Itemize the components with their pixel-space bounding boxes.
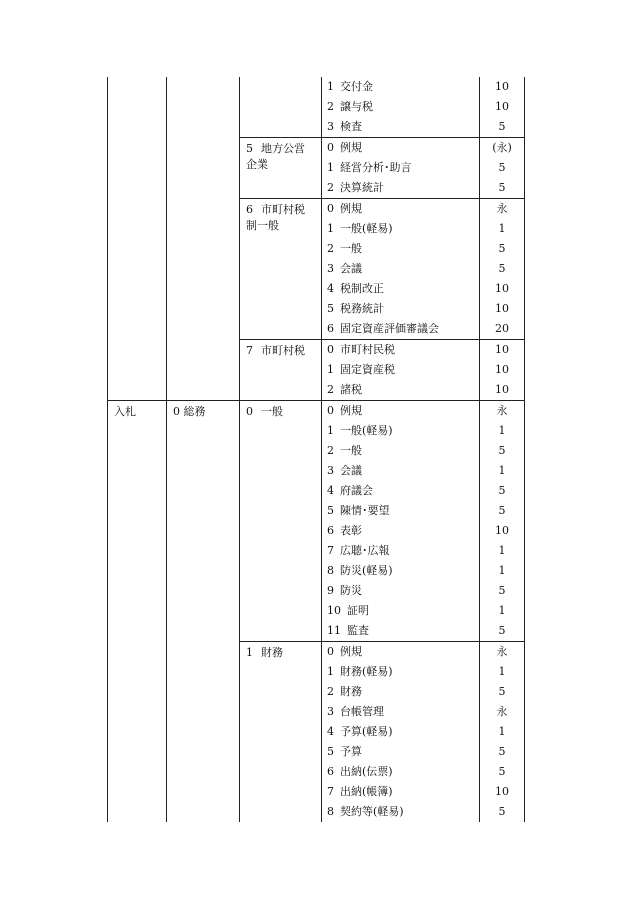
retention-period-cell: 10 xyxy=(480,340,525,361)
category-level4-label: 出納(伝票) xyxy=(340,765,393,778)
category-level4-label: 決算統計 xyxy=(340,181,384,194)
retention-period-cell: 5 xyxy=(480,441,525,461)
category-level2-cell xyxy=(167,642,240,823)
category-level1-cell xyxy=(108,138,167,199)
category-level4-number: 2 xyxy=(327,383,334,396)
category-level4-label: 予算 xyxy=(340,745,362,758)
category-level4-number: 6 xyxy=(327,524,334,537)
category-level4-cell xyxy=(322,441,480,461)
category-level4-cell xyxy=(322,97,480,117)
retention-period-cell: 5 xyxy=(480,117,525,138)
category-level4-cell xyxy=(322,802,480,822)
category-level4-cell xyxy=(322,742,480,762)
category-level4-cell xyxy=(322,682,480,702)
category-level4-cell xyxy=(322,481,480,501)
category-level4-cell xyxy=(322,581,480,601)
retention-period-cell: 永 xyxy=(480,702,525,722)
category-level4-number: 1 xyxy=(327,424,334,437)
category-level4-cell xyxy=(322,501,480,521)
category-level4-number: 4 xyxy=(327,282,334,295)
category-level4-label: 防災(軽易) xyxy=(340,564,393,577)
category-level4-number: 5 xyxy=(327,504,334,517)
retention-period-cell: 5 xyxy=(480,501,525,521)
category-level4-label: 予算(軽易) xyxy=(340,725,393,738)
category-level4-number: 0 xyxy=(327,202,334,215)
category-level4-cell xyxy=(322,199,480,220)
retention-period-cell: 5 xyxy=(480,802,525,822)
category-level4-number: 10 xyxy=(327,604,341,617)
category-level4-cell xyxy=(322,299,480,319)
category-level4-label: 固定資産税 xyxy=(340,363,395,376)
retention-period-cell: 永 xyxy=(480,199,525,220)
category-level4-label: 税制改正 xyxy=(340,282,384,295)
category-level4-label: 市町村民税 xyxy=(340,343,395,356)
retention-period-cell: 10 xyxy=(480,299,525,319)
table-row xyxy=(108,642,525,663)
category-level4-number: 2 xyxy=(327,685,334,698)
category-level4-cell xyxy=(322,279,480,299)
retention-period-cell: 1 xyxy=(480,219,525,239)
retention-period-cell: 1 xyxy=(480,722,525,742)
category-level4-cell xyxy=(322,561,480,581)
category-level4-cell xyxy=(322,662,480,682)
category-level4-label: 財務 xyxy=(340,685,362,698)
category-level4-label: 府議会 xyxy=(340,484,373,497)
category-level4-cell xyxy=(322,722,480,742)
category-level4-number: 1 xyxy=(327,222,334,235)
category-level1-cell: 入札 xyxy=(108,401,167,642)
retention-period-cell: 1 xyxy=(480,421,525,441)
category-level4-number: 5 xyxy=(327,745,334,758)
category-level4-label: 一般(軽易) xyxy=(340,222,393,235)
retention-period-cell: 10 xyxy=(480,521,525,541)
category-level4-label: 表彰 xyxy=(340,524,362,537)
category-level4-label: 譲与税 xyxy=(340,100,373,113)
category-level4-cell xyxy=(322,117,480,138)
category-level3-number: 5 xyxy=(246,142,253,155)
table-body xyxy=(108,77,525,822)
category-level4-number: 0 xyxy=(327,343,334,356)
category-level4-number: 6 xyxy=(327,322,334,335)
category-level4-number: 8 xyxy=(327,564,334,577)
category-level4-cell xyxy=(322,380,480,401)
retention-period-cell: 永 xyxy=(480,401,525,422)
category-level3-cell xyxy=(240,199,322,340)
category-level4-number: 2 xyxy=(327,181,334,194)
category-level4-number: 9 xyxy=(327,584,334,597)
category-level3-cell xyxy=(240,401,322,642)
category-level4-cell xyxy=(322,259,480,279)
retention-period-cell: (永) xyxy=(480,138,525,159)
category-level2-cell xyxy=(167,340,240,401)
category-level4-label: 契約等(軽易) xyxy=(340,805,404,818)
category-level4-cell xyxy=(322,239,480,259)
retention-schedule-table xyxy=(107,77,525,822)
category-level4-cell xyxy=(322,461,480,481)
category-level4-cell xyxy=(322,178,480,199)
category-level4-cell xyxy=(322,77,480,97)
category-level3-number: 0 xyxy=(246,405,253,418)
category-level4-cell xyxy=(322,782,480,802)
category-level4-number: 0 xyxy=(327,645,334,658)
category-level3-label: 市町村税 xyxy=(261,344,305,357)
category-level4-label: 検査 xyxy=(340,120,362,133)
category-level4-number: 8 xyxy=(327,805,334,818)
retention-period-cell: 5 xyxy=(480,762,525,782)
retention-period-cell: 10 xyxy=(480,380,525,401)
retention-period-cell: 1 xyxy=(480,541,525,561)
category-level4-number: 2 xyxy=(327,242,334,255)
category-level2-cell xyxy=(167,138,240,199)
category-level1-cell xyxy=(108,642,167,823)
category-level3-cell xyxy=(240,340,322,401)
category-level3-cell xyxy=(240,138,322,199)
category-level2-cell xyxy=(167,77,240,138)
category-level4-label: 陳情･要望 xyxy=(340,504,390,517)
category-level4-cell xyxy=(322,421,480,441)
category-level4-label: 証明 xyxy=(347,604,369,617)
category-level1-cell xyxy=(108,77,167,138)
retention-period-cell: 5 xyxy=(480,178,525,199)
category-level4-cell xyxy=(322,601,480,621)
category-level4-label: 一般 xyxy=(340,444,362,457)
table-row xyxy=(108,77,525,97)
category-level4-cell xyxy=(322,158,480,178)
category-level4-number: 2 xyxy=(327,100,334,113)
table-row xyxy=(108,340,525,361)
category-level3-cell xyxy=(240,642,322,823)
category-level4-cell xyxy=(322,702,480,722)
retention-period-cell: 20 xyxy=(480,319,525,340)
category-level4-number: 1 xyxy=(327,80,334,93)
category-level4-number: 3 xyxy=(327,262,334,275)
category-level4-cell xyxy=(322,219,480,239)
category-level4-number: 11 xyxy=(327,624,341,637)
category-level4-cell xyxy=(322,621,480,642)
table-row xyxy=(108,199,525,220)
category-level3-label: 地方公営企業 xyxy=(246,142,305,171)
retention-period-cell: 5 xyxy=(480,581,525,601)
category-level4-number: 0 xyxy=(327,141,334,154)
category-level4-label: 台帳管理 xyxy=(340,705,384,718)
category-level4-label: 税務統計 xyxy=(340,302,384,315)
category-level4-label: 一般 xyxy=(340,242,362,255)
category-level4-number: 3 xyxy=(327,705,334,718)
category-level4-label: 例規 xyxy=(340,404,362,417)
category-level1-cell xyxy=(108,199,167,340)
retention-period-cell: 1 xyxy=(480,461,525,481)
category-level3-number: 1 xyxy=(246,646,253,659)
category-level4-label: 財務(軽易) xyxy=(340,665,393,678)
table-row xyxy=(108,401,525,422)
category-level4-cell xyxy=(322,762,480,782)
category-level4-cell xyxy=(322,642,480,663)
retention-period-cell: 10 xyxy=(480,279,525,299)
category-level4-number: 3 xyxy=(327,464,334,477)
retention-period-cell: 1 xyxy=(480,601,525,621)
category-level4-number: 1 xyxy=(327,665,334,678)
retention-period-cell: 5 xyxy=(480,259,525,279)
category-level2-cell: 0 総務 xyxy=(167,401,240,642)
category-level4-label: 監査 xyxy=(347,624,369,637)
category-level4-number: 4 xyxy=(327,484,334,497)
retention-period-cell: 5 xyxy=(480,742,525,762)
category-level4-label: 会議 xyxy=(340,464,362,477)
retention-period-cell: 1 xyxy=(480,561,525,581)
retention-period-cell: 10 xyxy=(480,782,525,802)
category-level4-number: 7 xyxy=(327,544,334,557)
category-level4-number: 2 xyxy=(327,444,334,457)
category-level4-label: 固定資産評価審議会 xyxy=(340,322,439,335)
category-level4-cell xyxy=(322,360,480,380)
category-level4-label: 出納(帳簿) xyxy=(340,785,393,798)
category-level4-cell xyxy=(322,541,480,561)
category-level3-cell xyxy=(240,77,322,138)
category-level4-number: 1 xyxy=(327,363,334,376)
category-level4-cell xyxy=(322,340,480,361)
category-level4-label: 会議 xyxy=(340,262,362,275)
category-level4-cell xyxy=(322,521,480,541)
category-level4-label: 広聴･広報 xyxy=(340,544,390,557)
category-level3-label: 財務 xyxy=(261,646,283,659)
retention-period-cell: 10 xyxy=(480,360,525,380)
category-level4-label: 交付金 xyxy=(340,80,373,93)
category-level4-cell xyxy=(322,319,480,340)
retention-period-cell: 5 xyxy=(480,481,525,501)
category-level4-label: 例規 xyxy=(340,141,362,154)
category-level3-number: 7 xyxy=(246,344,253,357)
category-level4-number: 1 xyxy=(327,161,334,174)
retention-period-cell: 5 xyxy=(480,158,525,178)
category-level4-label: 一般(軽易) xyxy=(340,424,393,437)
category-level2-cell xyxy=(167,199,240,340)
retention-period-cell: 5 xyxy=(480,621,525,642)
category-level4-number: 4 xyxy=(327,725,334,738)
category-level4-label: 例規 xyxy=(340,202,362,215)
category-level4-number: 7 xyxy=(327,785,334,798)
retention-period-cell: 5 xyxy=(480,239,525,259)
category-level4-number: 6 xyxy=(327,765,334,778)
category-level3-number: 6 xyxy=(246,203,253,216)
category-level3-label: 一般 xyxy=(261,405,283,418)
category-level4-cell xyxy=(322,138,480,159)
table-row xyxy=(108,138,525,159)
category-level4-number: 0 xyxy=(327,404,334,417)
retention-period-cell: 10 xyxy=(480,97,525,117)
category-level4-cell xyxy=(322,401,480,422)
category-level1-cell xyxy=(108,340,167,401)
category-level4-label: 防災 xyxy=(340,584,362,597)
category-level4-label: 経営分析･助言 xyxy=(340,161,412,174)
retention-period-cell: 5 xyxy=(480,682,525,702)
category-level4-number: 5 xyxy=(327,302,334,315)
retention-period-cell: 10 xyxy=(480,77,525,97)
retention-period-cell: 永 xyxy=(480,642,525,663)
category-level4-label: 例規 xyxy=(340,645,362,658)
category-level4-number: 3 xyxy=(327,120,334,133)
category-level4-label: 諸税 xyxy=(340,383,362,396)
category-level3-label: 市町村税制一般 xyxy=(246,203,305,232)
retention-period-cell: 1 xyxy=(480,662,525,682)
